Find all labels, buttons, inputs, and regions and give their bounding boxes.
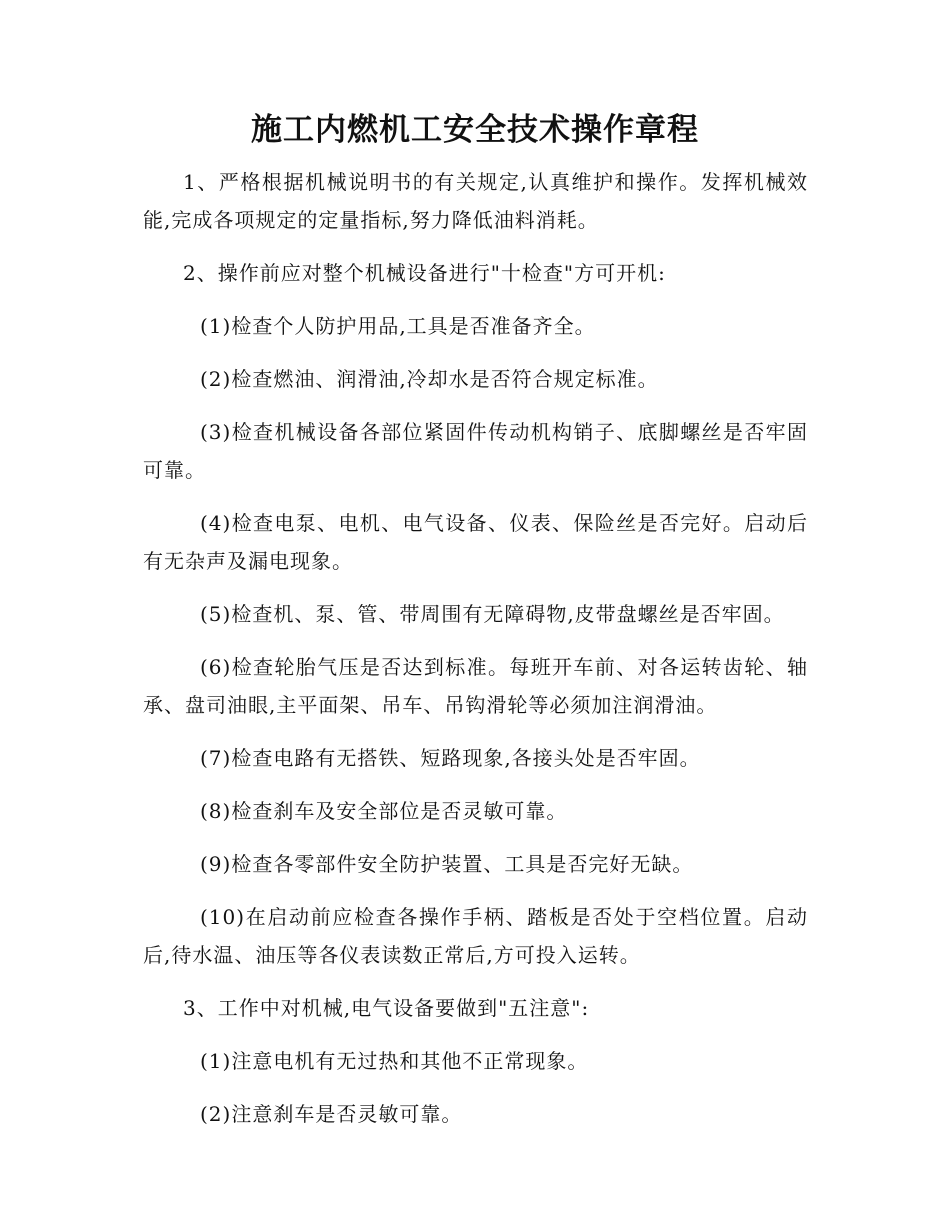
paragraph-1: 1、严格根据机械说明书的有关规定,认真维护和操作。发挥机械效能,完成各项规定的定量指标,努力降低油料消耗。	[143, 170, 808, 232]
check-item-10: (10)在启动前应检查各操作手柄、踏板是否处于空档位置。启动后,待水温、油压等各仪表读数正常后,方可投入运转。	[143, 905, 808, 967]
check-item-5: (5)检查机、泵、管、带周围有无障碍物,皮带盘螺丝是否牢固。	[200, 602, 785, 626]
check-item-3: (3)检查机械设备各部位紧固件传动机构销子、底脚螺丝是否牢固可靠。	[143, 420, 808, 482]
check-item-1: (1)检查个人防护用品,工具是否准备齐全。	[200, 314, 596, 338]
paragraph-3: 3、工作中对机械,电气设备要做到"五注意":	[183, 996, 590, 1020]
check-item-4: (4)检查电泵、电机、电气设备、仪表、保险丝是否完好。启动后有无杂声及漏电现象。	[143, 511, 808, 573]
check-item-2: (2)检查燃油、润滑油,冷却水是否符合规定标准。	[200, 367, 659, 391]
check-item-8: (8)检查刹车及安全部位是否灵敏可靠。	[200, 799, 568, 823]
paragraph-2: 2、操作前应对整个机械设备进行"十检查"方可开机:	[183, 261, 666, 285]
attention-item-1: (1)注意电机有无过热和其他不正常现象。	[200, 1049, 589, 1073]
check-item-7: (7)检查电路有无搭铁、短路现象,各接头处是否牢固。	[200, 746, 701, 770]
document-body	[143, 163, 808, 1148]
check-item-9: (9)检查各零部件安全防护装置、工具是否完好无缺。	[200, 852, 694, 876]
attention-item-2: (2)注意刹车是否灵敏可靠。	[200, 1102, 463, 1126]
check-item-6: (6)检查轮胎气压是否达到标准。每班开车前、对各运转齿轮、轴承、盘司油眼,主平面架、吊车、吊钩滑轮等必须加注润滑油。	[143, 655, 808, 717]
document-title: 施工内燃机工安全技术操作章程	[251, 112, 699, 148]
